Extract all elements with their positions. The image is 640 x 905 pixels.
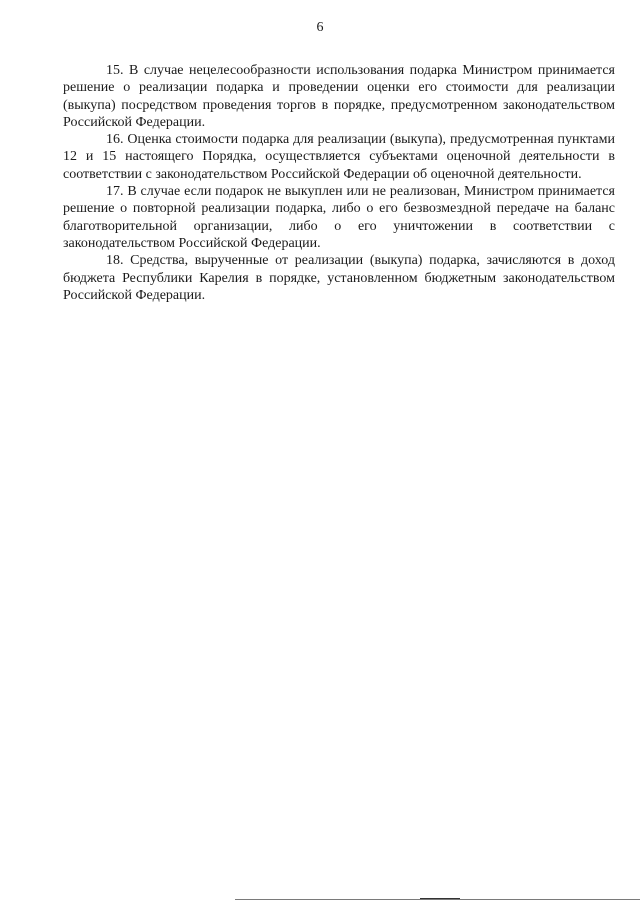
paragraph-16: 16. Оценка стоимости подарка для реализации (выкупа), предусмотренная пунктами 12 и 15 настоящего Порядка, осуществляется субъектами оценочной деятельности в соответствии с законодательством Российской Федерации об оценочной деятельности. <box>63 132 615 182</box>
page-number: 6 <box>316 20 324 35</box>
paragraph-18: 18. Средства, вырученные от реализации (выкупа) подарка, зачисляются в доход бюджета Республики Карелия в порядке, установленном бюджетным законодательством Российской Федерации. <box>63 253 615 303</box>
paragraph-15: 15. В случае нецелесообразности использования подарка Министром принимается решение о реализации подарка и проведении оценки его стоимости для реализации (выкупа) посредством проведения торгов в порядке, предусмотренном законодательством Российской Федерации. <box>63 63 615 130</box>
document-body <box>63 62 615 304</box>
scan-edge-line <box>235 899 640 900</box>
scan-edge-mark <box>420 898 460 899</box>
paragraph-17: 17. В случае если подарок не выкуплен или не реализован, Министром принимается решение о повторной реализации подарка, либо о его безвозмездной передаче на баланс благотворительной организации, либо о его уничтожении в соответствии с законодательством Российской Федерации. <box>63 184 615 251</box>
